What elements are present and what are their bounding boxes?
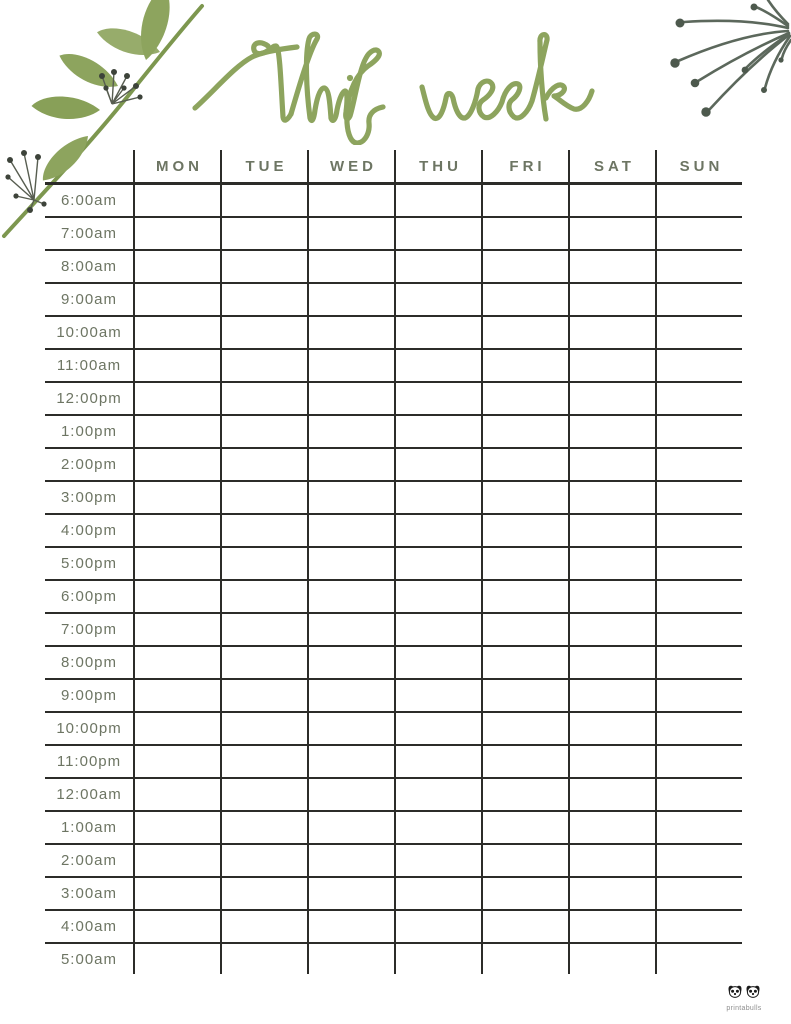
schedule-cell[interactable] <box>481 614 568 645</box>
time-label: 10:00am <box>56 324 122 341</box>
time-label: 5:00pm <box>60 555 118 572</box>
schedule-cell[interactable] <box>655 944 742 974</box>
brand-name: printabulls <box>726 1005 762 1012</box>
schedule-cell[interactable] <box>220 944 307 974</box>
schedule-cell[interactable] <box>655 284 742 315</box>
schedule-cell[interactable] <box>568 812 655 843</box>
schedule-cell[interactable] <box>394 515 481 546</box>
schedule-cell[interactable] <box>394 812 481 843</box>
time-label: 1:00am <box>60 819 118 836</box>
time-row <box>45 812 742 845</box>
time-label: 4:00pm <box>60 522 118 539</box>
time-label: 11:00pm <box>56 753 122 770</box>
schedule-cell[interactable] <box>220 317 307 348</box>
time-label: 6:00am <box>60 192 118 209</box>
schedule-cell[interactable] <box>220 812 307 843</box>
time-label: 2:00pm <box>60 456 118 473</box>
schedule-cell[interactable] <box>568 746 655 777</box>
schedule-cell[interactable] <box>394 878 481 909</box>
time-row <box>45 482 742 515</box>
schedule-cell[interactable] <box>481 383 568 414</box>
time-label: 6:00pm <box>60 588 118 605</box>
schedule-cell[interactable] <box>655 911 742 942</box>
schedule-cell[interactable] <box>307 515 394 546</box>
schedule-cell[interactable] <box>481 944 568 974</box>
schedule-cell[interactable] <box>568 680 655 711</box>
time-row <box>45 383 742 416</box>
schedule-cell[interactable] <box>307 251 394 282</box>
schedule-cell[interactable] <box>568 944 655 974</box>
schedule-cell[interactable] <box>481 812 568 843</box>
schedule-cell[interactable] <box>220 251 307 282</box>
schedule-cell[interactable] <box>133 548 220 579</box>
schedule-cell[interactable] <box>220 185 307 216</box>
schedule-cell[interactable] <box>568 350 655 381</box>
schedule-cell[interactable] <box>568 284 655 315</box>
schedule-cell[interactable] <box>568 911 655 942</box>
time-row <box>45 680 742 713</box>
time-row <box>45 284 742 317</box>
page-title <box>190 30 595 145</box>
i-dot <box>347 75 353 81</box>
schedule-cell[interactable] <box>655 713 742 744</box>
schedule-cell[interactable] <box>655 548 742 579</box>
schedule-cell[interactable] <box>394 713 481 744</box>
schedule-cell[interactable] <box>220 911 307 942</box>
schedule-cell[interactable] <box>220 482 307 513</box>
schedule-cell[interactable] <box>133 878 220 909</box>
time-label: 8:00pm <box>60 654 118 671</box>
schedule-cell[interactable] <box>568 416 655 447</box>
time-label: 3:00am <box>60 885 118 902</box>
schedule-cell[interactable] <box>133 317 220 348</box>
time-label: 9:00pm <box>60 687 118 704</box>
schedule-cell[interactable] <box>133 746 220 777</box>
time-label: 7:00am <box>60 225 118 242</box>
time-row <box>45 581 742 614</box>
schedule-cell[interactable] <box>655 185 742 216</box>
schedule-cell[interactable] <box>307 614 394 645</box>
schedule-cell[interactable] <box>307 350 394 381</box>
time-label: 9:00am <box>60 291 118 308</box>
schedule-cell[interactable] <box>307 647 394 678</box>
schedule-cell[interactable] <box>394 383 481 414</box>
schedule-cell[interactable] <box>481 647 568 678</box>
schedule-cell[interactable] <box>655 680 742 711</box>
schedule-cell[interactable] <box>568 317 655 348</box>
schedule-cell[interactable] <box>394 350 481 381</box>
schedule-cell[interactable] <box>655 383 742 414</box>
weekly-schedule-table <box>45 150 742 974</box>
schedule-cell[interactable] <box>394 317 481 348</box>
schedule-cell[interactable] <box>481 911 568 942</box>
schedule-cell[interactable] <box>220 350 307 381</box>
schedule-cell[interactable] <box>394 746 481 777</box>
day-header: TUE <box>220 150 307 182</box>
day-header: MON <box>133 150 220 182</box>
schedule-rows <box>45 185 742 974</box>
schedule-cell[interactable] <box>481 185 568 216</box>
time-row <box>45 185 742 218</box>
schedule-cell[interactable] <box>481 515 568 546</box>
time-label: 2:00am <box>60 852 118 869</box>
schedule-cell[interactable] <box>133 284 220 315</box>
schedule-cell[interactable] <box>220 713 307 744</box>
brand-logo <box>720 984 768 1012</box>
schedule-cell[interactable] <box>394 251 481 282</box>
schedule-cell[interactable] <box>481 218 568 249</box>
time-row <box>45 944 742 974</box>
schedule-cell[interactable] <box>133 845 220 876</box>
time-label: 10:00pm <box>56 720 122 737</box>
schedule-cell[interactable] <box>568 647 655 678</box>
schedule-cell[interactable] <box>220 614 307 645</box>
schedule-cell[interactable] <box>394 185 481 216</box>
schedule-cell[interactable] <box>481 416 568 447</box>
schedule-cell[interactable] <box>220 515 307 546</box>
time-row <box>45 845 742 878</box>
schedule-cell[interactable] <box>394 944 481 974</box>
time-label: 12:00am <box>56 786 122 803</box>
schedule-cell[interactable] <box>394 416 481 447</box>
schedule-cell[interactable] <box>481 845 568 876</box>
schedule-cell[interactable] <box>394 581 481 612</box>
schedule-cell[interactable] <box>568 482 655 513</box>
schedule-cell[interactable] <box>655 350 742 381</box>
schedule-cell[interactable] <box>307 944 394 974</box>
time-label: 4:00am <box>60 918 118 935</box>
day-header: FRI <box>481 150 568 182</box>
schedule-cell[interactable] <box>568 878 655 909</box>
schedule-cell[interactable] <box>568 779 655 810</box>
berry-spray-icon <box>650 0 791 131</box>
schedule-cell[interactable] <box>307 845 394 876</box>
schedule-cell[interactable] <box>655 878 742 909</box>
schedule-cell[interactable] <box>655 449 742 480</box>
schedule-cell[interactable] <box>568 383 655 414</box>
schedule-cell[interactable] <box>568 449 655 480</box>
time-row <box>45 548 742 581</box>
schedule-cell[interactable] <box>394 218 481 249</box>
schedule-cell[interactable] <box>307 878 394 909</box>
time-row <box>45 218 742 251</box>
schedule-cell[interactable] <box>481 779 568 810</box>
schedule-cell[interactable] <box>568 548 655 579</box>
time-label: 12:00pm <box>56 390 122 407</box>
schedule-cell[interactable] <box>568 581 655 612</box>
schedule-cell[interactable] <box>655 317 742 348</box>
schedule-cell[interactable] <box>655 251 742 282</box>
time-row <box>45 878 742 911</box>
day-header: THU <box>394 150 481 182</box>
schedule-cell[interactable] <box>481 284 568 315</box>
schedule-cell[interactable] <box>307 449 394 480</box>
schedule-cell[interactable] <box>307 482 394 513</box>
time-label: 11:00am <box>56 357 122 374</box>
schedule-cell[interactable] <box>220 218 307 249</box>
time-row <box>45 317 742 350</box>
schedule-cell[interactable] <box>481 680 568 711</box>
schedule-cell[interactable] <box>220 878 307 909</box>
title-script-art <box>190 30 595 145</box>
schedule-cell[interactable] <box>220 548 307 579</box>
schedule-cell[interactable] <box>133 350 220 381</box>
schedule-cell[interactable] <box>307 284 394 315</box>
schedule-cell[interactable] <box>655 779 742 810</box>
schedule-cell[interactable] <box>481 251 568 282</box>
schedule-cell[interactable] <box>394 284 481 315</box>
schedule-cell[interactable] <box>133 383 220 414</box>
schedule-cell[interactable] <box>307 746 394 777</box>
schedule-cell[interactable] <box>481 482 568 513</box>
schedule-cell[interactable] <box>394 647 481 678</box>
time-label: 5:00am <box>60 950 118 968</box>
schedule-cell[interactable] <box>133 449 220 480</box>
schedule-cell[interactable] <box>133 482 220 513</box>
day-header-row <box>45 150 742 185</box>
schedule-cell[interactable] <box>655 581 742 612</box>
schedule-cell[interactable] <box>655 482 742 513</box>
schedule-cell[interactable] <box>394 548 481 579</box>
time-row <box>45 647 742 680</box>
schedule-cell[interactable] <box>133 251 220 282</box>
schedule-cell[interactable] <box>655 614 742 645</box>
schedule-cell[interactable] <box>481 713 568 744</box>
day-header: SUN <box>655 150 742 182</box>
time-label: 8:00am <box>60 258 118 275</box>
time-row <box>45 416 742 449</box>
schedule-cell[interactable] <box>307 185 394 216</box>
schedule-cell[interactable] <box>133 515 220 546</box>
schedule-cell[interactable] <box>481 581 568 612</box>
time-row <box>45 449 742 482</box>
time-row <box>45 614 742 647</box>
schedule-cell[interactable] <box>394 449 481 480</box>
schedule-cell[interactable] <box>655 515 742 546</box>
time-row <box>45 713 742 746</box>
schedule-cell[interactable] <box>133 779 220 810</box>
schedule-cell[interactable] <box>133 944 220 974</box>
day-header: WED <box>307 150 394 182</box>
schedule-cell[interactable] <box>394 845 481 876</box>
time-label: 7:00pm <box>60 621 118 638</box>
schedule-cell[interactable] <box>481 548 568 579</box>
schedule-cell[interactable] <box>133 713 220 744</box>
time-row <box>45 746 742 779</box>
schedule-cell[interactable] <box>394 779 481 810</box>
schedule-cell[interactable] <box>568 218 655 249</box>
schedule-cell[interactable] <box>220 284 307 315</box>
schedule-cell[interactable] <box>220 449 307 480</box>
schedule-cell[interactable] <box>481 350 568 381</box>
time-row <box>45 251 742 284</box>
schedule-cell[interactable] <box>568 251 655 282</box>
time-label: 3:00pm <box>60 489 118 506</box>
schedule-cell[interactable] <box>133 416 220 447</box>
time-column-spacer <box>45 150 133 182</box>
day-header: SAT <box>568 150 655 182</box>
schedule-cell[interactable] <box>481 317 568 348</box>
schedule-cell[interactable] <box>220 680 307 711</box>
schedule-cell[interactable] <box>133 812 220 843</box>
schedule-cell[interactable] <box>133 581 220 612</box>
schedule-cell[interactable] <box>394 680 481 711</box>
schedule-cell[interactable] <box>655 218 742 249</box>
schedule-cell[interactable] <box>220 746 307 777</box>
schedule-cell[interactable] <box>394 911 481 942</box>
schedule-cell[interactable] <box>568 845 655 876</box>
schedule-cell[interactable] <box>220 581 307 612</box>
schedule-cell[interactable] <box>568 614 655 645</box>
time-row <box>45 515 742 548</box>
twin-bulldogs-icon <box>726 984 762 999</box>
schedule-cell[interactable] <box>307 548 394 579</box>
schedule-cell[interactable] <box>133 185 220 216</box>
schedule-cell[interactable] <box>307 911 394 942</box>
schedule-cell[interactable] <box>655 416 742 447</box>
schedule-cell[interactable] <box>307 218 394 249</box>
schedule-cell[interactable] <box>568 713 655 744</box>
schedule-cell[interactable] <box>481 746 568 777</box>
schedule-cell[interactable] <box>133 647 220 678</box>
schedule-cell[interactable] <box>655 647 742 678</box>
schedule-cell[interactable] <box>481 449 568 480</box>
schedule-cell[interactable] <box>220 845 307 876</box>
schedule-cell[interactable] <box>307 779 394 810</box>
schedule-cell[interactable] <box>307 317 394 348</box>
schedule-cell[interactable] <box>655 812 742 843</box>
schedule-cell[interactable] <box>133 680 220 711</box>
time-row <box>45 779 742 812</box>
schedule-cell[interactable] <box>220 383 307 414</box>
schedule-cell[interactable] <box>307 812 394 843</box>
time-row <box>45 350 742 383</box>
schedule-cell[interactable] <box>220 416 307 447</box>
schedule-cell[interactable] <box>220 647 307 678</box>
schedule-cell[interactable] <box>220 779 307 810</box>
time-row <box>45 911 742 944</box>
schedule-cell[interactable] <box>307 581 394 612</box>
schedule-cell[interactable] <box>655 746 742 777</box>
schedule-cell[interactable] <box>394 614 481 645</box>
schedule-cell[interactable] <box>307 680 394 711</box>
time-label: 1:00pm <box>60 423 118 440</box>
schedule-cell[interactable] <box>481 878 568 909</box>
schedule-cell[interactable] <box>568 515 655 546</box>
schedule-cell[interactable] <box>133 218 220 249</box>
schedule-cell[interactable] <box>307 416 394 447</box>
schedule-cell[interactable] <box>307 713 394 744</box>
schedule-cell[interactable] <box>394 482 481 513</box>
schedule-cell[interactable] <box>133 911 220 942</box>
schedule-cell[interactable] <box>133 614 220 645</box>
schedule-cell[interactable] <box>655 845 742 876</box>
schedule-cell[interactable] <box>307 383 394 414</box>
schedule-cell[interactable] <box>568 185 655 216</box>
